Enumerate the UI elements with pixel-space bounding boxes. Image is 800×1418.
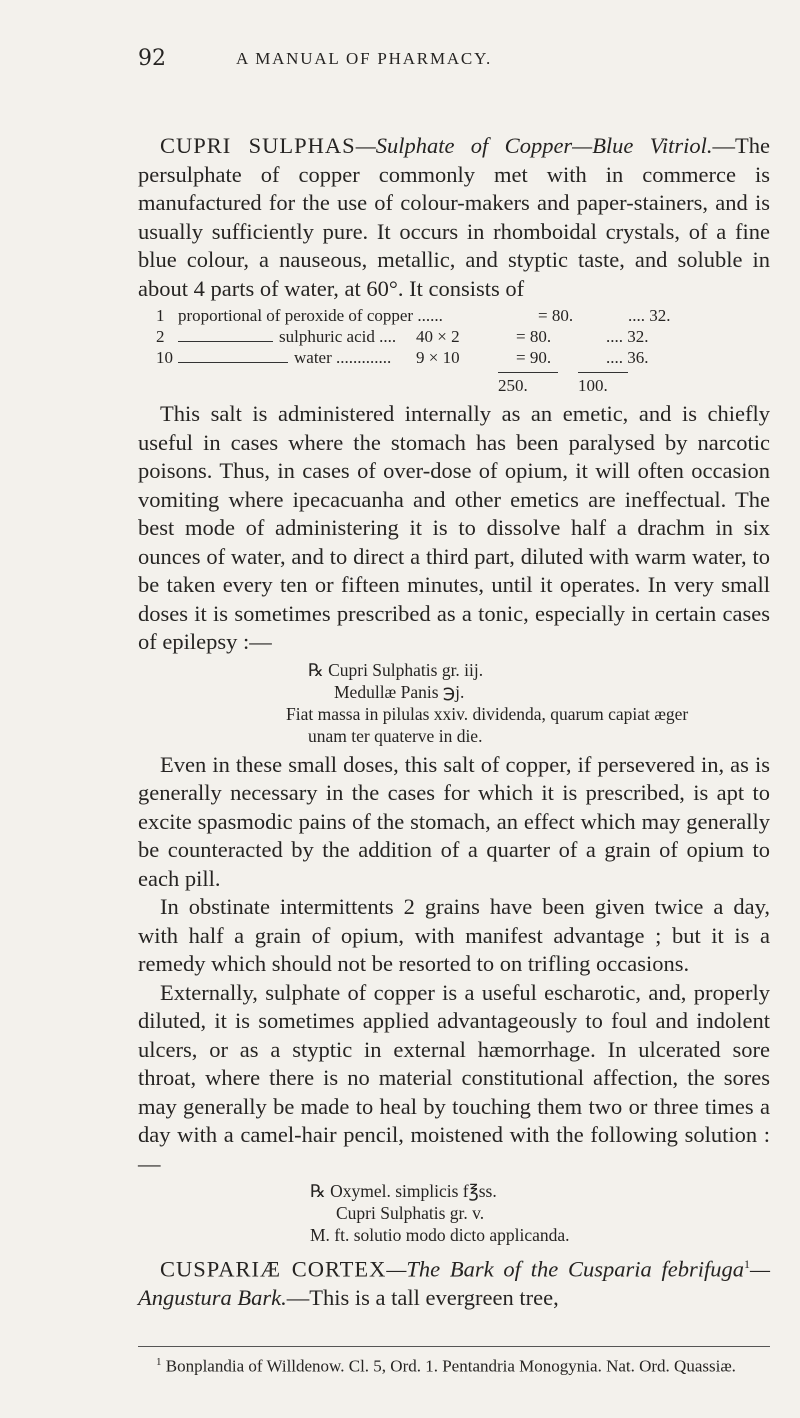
ditto-rule [178, 362, 288, 363]
footnote [138, 1352, 770, 1377]
paragraph-externally: Externally, sulphate of copper is a useful escharotic, and, properly diluted, it is sometimes applied advantageously to foul and indolent ulcers, or as a styptic in external hæmorrhage. In ulcerated sore throat, where there is no material constitutional affection, the sores may generally be made to heal by touching them two or three times a day with a camel-hair pencil, moistened with the following solution :— [138, 979, 770, 1176]
ditto-rule [178, 341, 273, 342]
article-cupri-sulphas [138, 132, 770, 303]
article-text: —The persulphate of copper commonly met with in commerce is manufactured for the use of colour-makers and paper-stainers, and is usually sufficiently pure. It occurs in rhomboidal crystals, of a fine blue colour, a nauseous, metallic, and styptic taste, and soluble in about 4 parts of water, at 60°. It consists of [138, 133, 770, 301]
paragraph-emetic: This salt is administered internally as an emetic, and is chiefly useful in cases where the stomach has been paralysed by narcotic poisons. Thus, in cases of over-dose of opium, it will often occasion vomiting where ipecacuanha and other emetics are ineffectual. The best mode of administering it is to dissolve half a drachm in six ounces of water, and to direct a third part, diluted with warm water, to be taken every ten or fifteen minutes, until it operates. In very small doses it is sometimes prescribed as a tonic, especially in certain cases of epilepsy :— [138, 401, 770, 654]
prescription-pills [138, 659, 770, 747]
composition-row: 2 sulphuric acid .... 40 × 2 = 80. .... 32. [156, 327, 649, 346]
prescription-solution [138, 1180, 770, 1246]
rx-line: ℞ Oxymel. simplicis f℥ss. [310, 1181, 497, 1201]
footnote-ref: 1 [743, 1257, 750, 1271]
article-text: —This is a tall evergreen tree, [286, 1285, 559, 1310]
page-header [138, 46, 758, 76]
footnote-mark: 1 [156, 1356, 162, 1368]
paragraph-small-doses: Even in these small doses, this salt of copper, if persevered in, as is generally necessary in the cases for which it is prescribed, is apt to excite spasmodic pains of the stomach, an effect which may generally be counteracted by the addition of a quarter of a grain of opium to each pill. [138, 751, 770, 891]
article-subheading-italic: —Angustura Bark. [138, 1256, 770, 1310]
body-text [138, 132, 770, 1313]
composition-table [156, 305, 770, 396]
page-number: 92 [138, 46, 166, 71]
footnote-text: Bonplandia of Willdenow. Cl. 5, Ord. 1. Pentandria Monogynia. Nat. Ord. Quassiæ. [165, 1356, 736, 1376]
rx-line: Cupri Sulphatis gr. v. [336, 1203, 485, 1223]
article-heading: CUSPARIÆ CORTEX [160, 1256, 387, 1282]
footnote-rule [138, 1346, 770, 1347]
rx-line: Medullæ Panis ℈j. [334, 681, 465, 702]
composition-row: 1 proportional of peroxide of copper ...... = 80. .... 32. [156, 306, 671, 325]
rx-line: ℞ Cupri Sulphatis gr. iij. [308, 659, 484, 680]
running-title: A MANUAL OF PHARMACY. [236, 49, 493, 68]
rx-line: M. ft. solutio modo dicto applicanda. [310, 1225, 570, 1245]
article-heading-italic: —The Bark of the Cusparia febrifuga [386, 1256, 744, 1282]
composition-row: 10 water ............. 9 × 10 = 90. .... 36. [156, 348, 649, 367]
rx-line: Fiat massa in pilulas xxiv. dividenda, quarum capiat æger [286, 703, 689, 724]
rx-line: unam ter quaterve in die. [308, 725, 483, 746]
article-heading: CUPRI SULPHAS [160, 133, 356, 158]
article-cuspariae-cortex [138, 1250, 770, 1313]
composition-total [418, 368, 770, 396]
total-parts: 250. [498, 372, 558, 396]
total-percent: 100. [578, 372, 628, 396]
article-heading-italic: —Sulphate of Copper—Blue Vitriol. [355, 133, 713, 158]
paragraph-intermittents: In obstinate intermittents 2 grains have been given twice a day, with half a grain of opium, with manifest advantage ; but it is a remedy which should not be resorted to on trifling occasions. [138, 894, 770, 976]
